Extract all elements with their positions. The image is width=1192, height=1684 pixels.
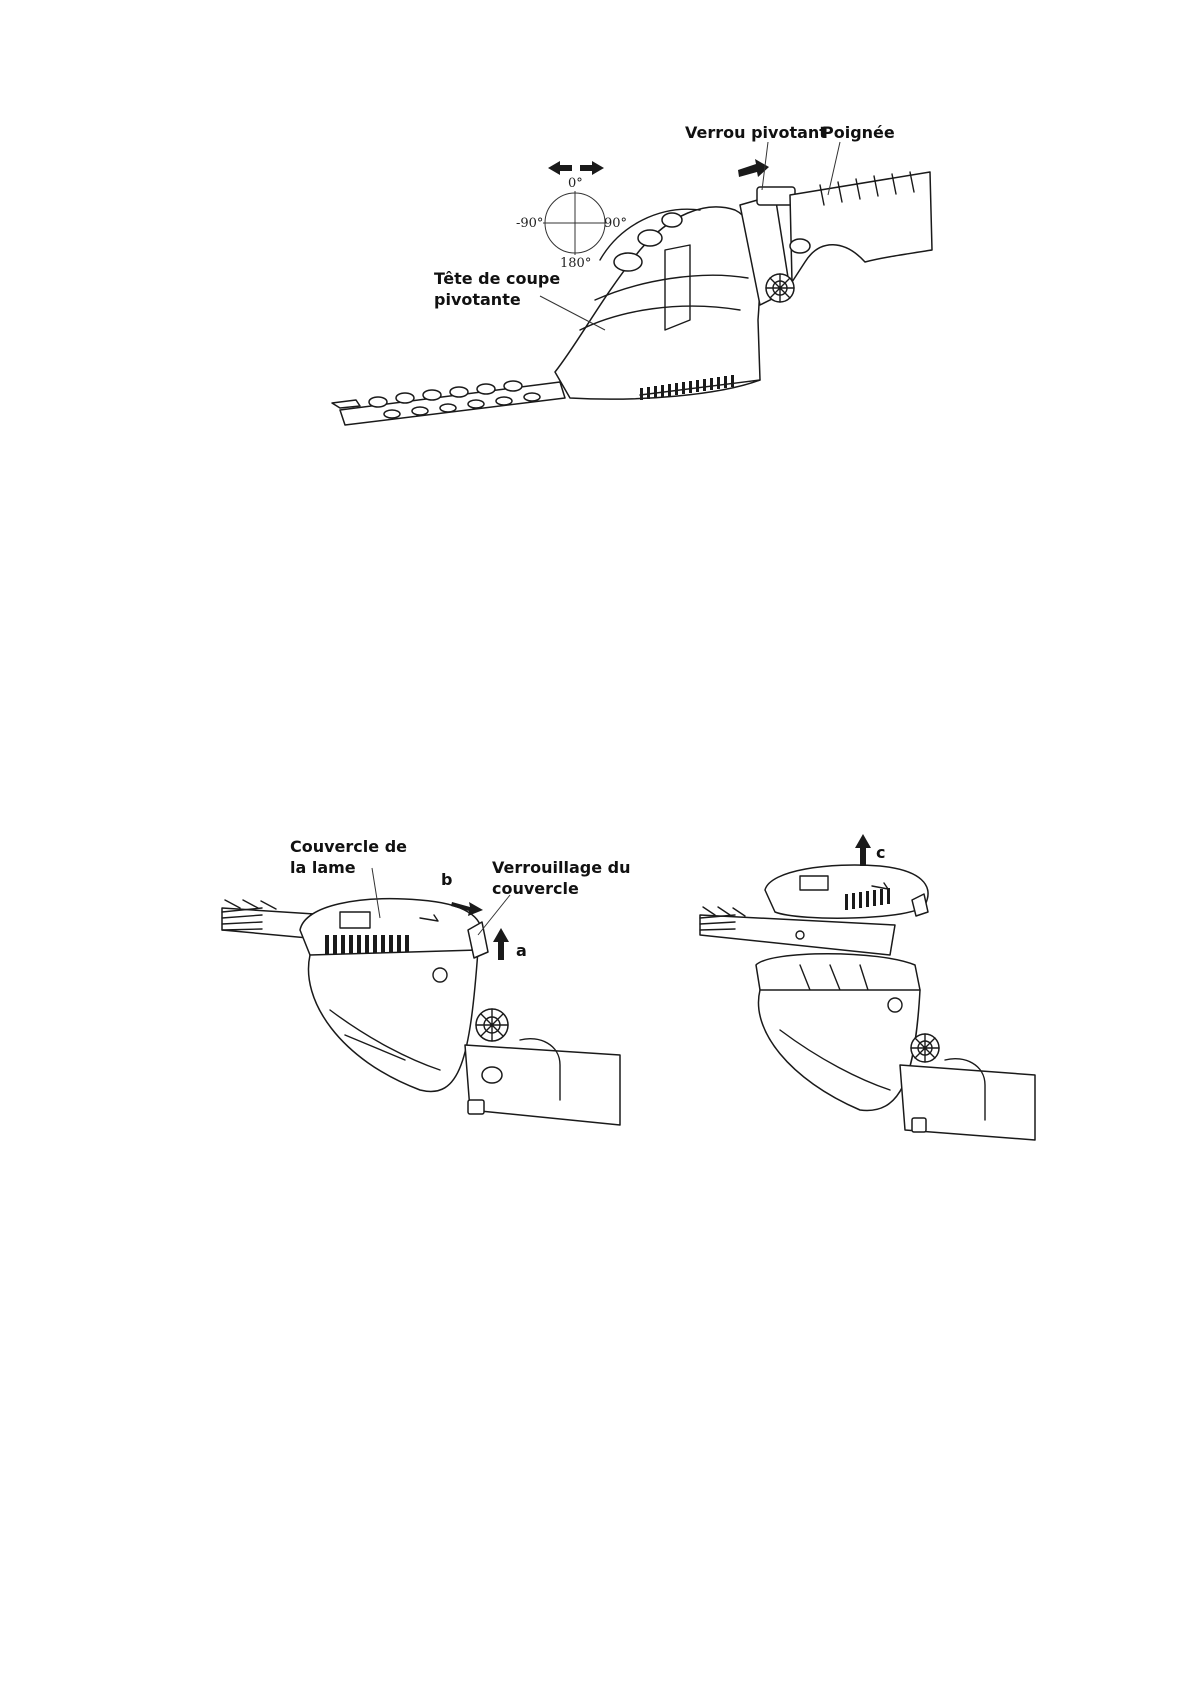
- label-cutting-head: Tête de coupe pivotante: [434, 269, 561, 309]
- angle-minus-90: -90°: [516, 216, 544, 231]
- arrow-c: [855, 834, 871, 866]
- handle-assembly-3: [900, 1034, 1035, 1140]
- open-housing: [756, 954, 920, 1111]
- label-step-c: c: [876, 843, 886, 862]
- angle-90: 90°: [604, 216, 628, 231]
- lifted-cover: [765, 865, 928, 918]
- label-swivel-lock: Verrou pivotant: [685, 123, 827, 142]
- angle-0: 0°: [568, 176, 583, 191]
- label-step-b: b: [441, 870, 453, 889]
- label-step-a: a: [516, 941, 527, 960]
- label-handle: Poignée: [822, 123, 895, 142]
- angle-180: 180°: [560, 256, 592, 271]
- label-blade-cover: Couvercle de la lame: [290, 837, 407, 877]
- label-cover-lock: Verrouillage du couvercle: [492, 858, 631, 898]
